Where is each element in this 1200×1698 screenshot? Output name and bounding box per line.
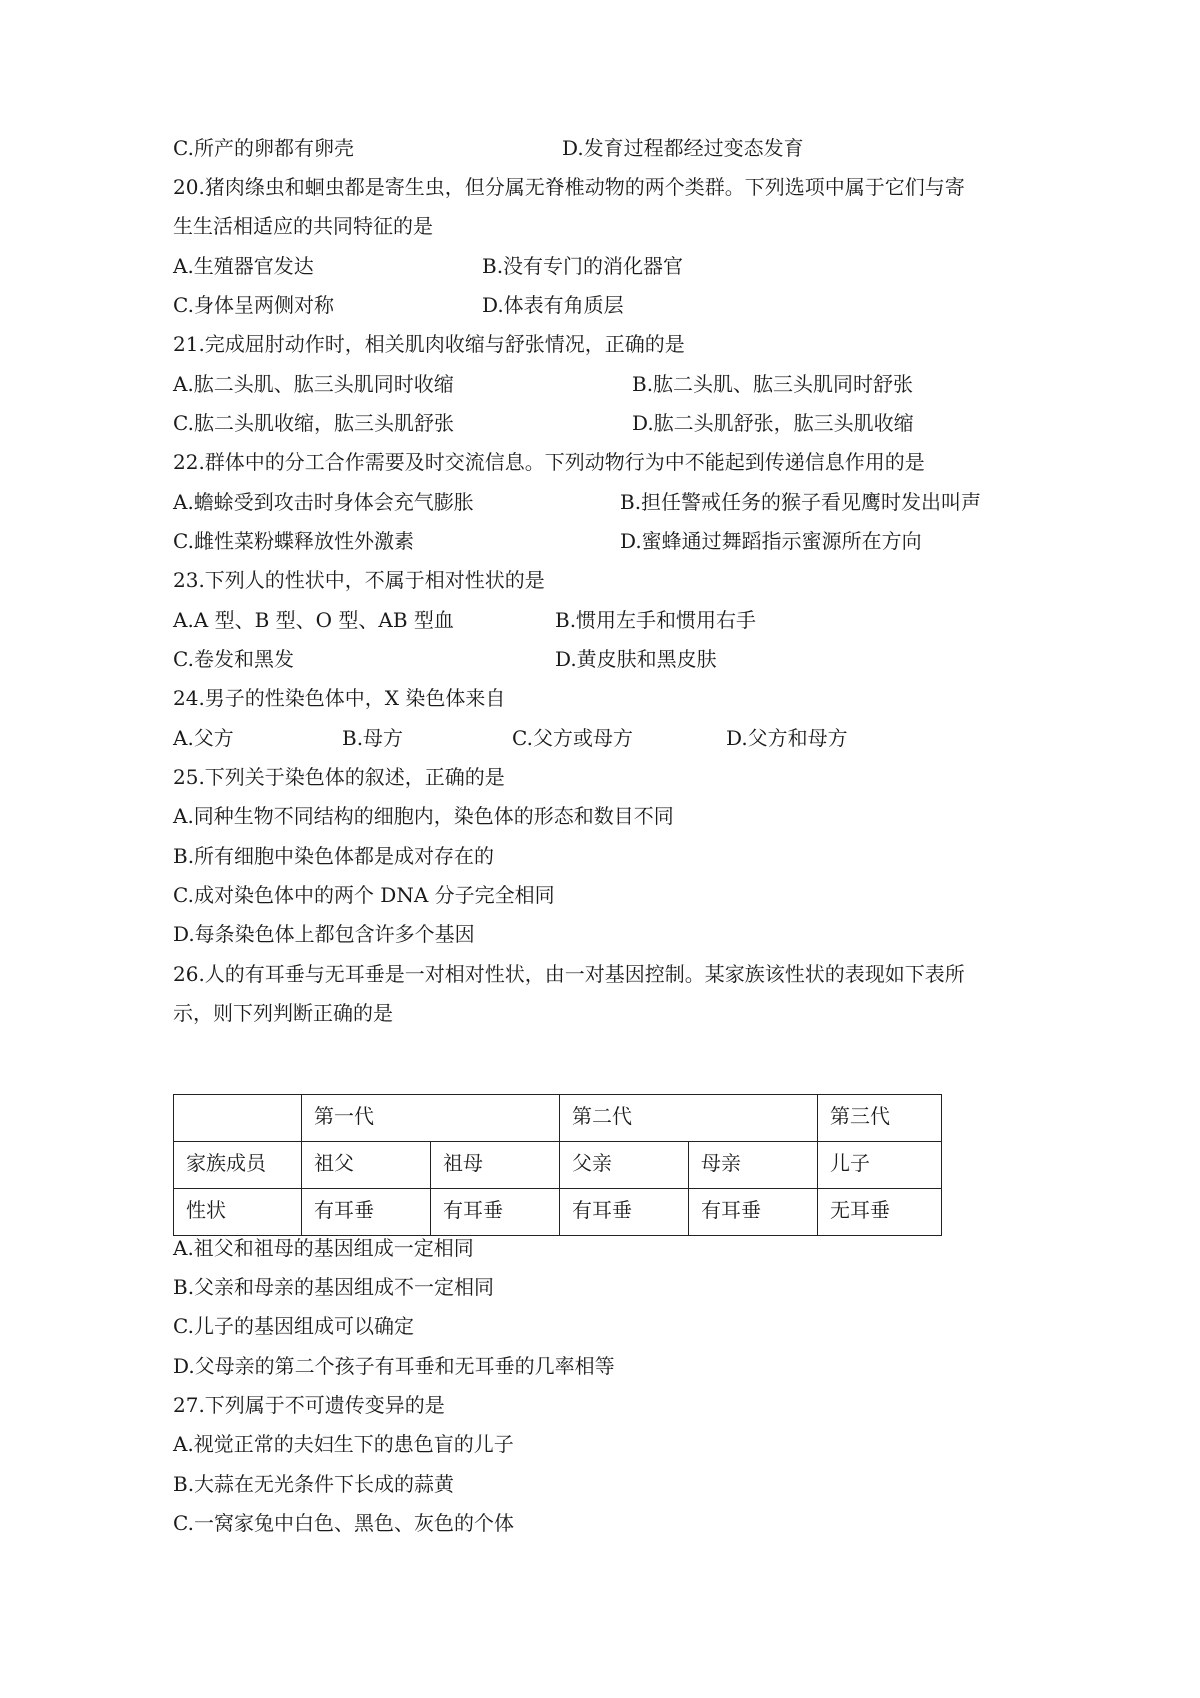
- q26-option-d: D.父母亲的第二个孩子有耳垂和无耳垂的几率相等: [173, 1354, 615, 1378]
- q25-stem: 25.下列关于染色体的叙述，正确的是: [173, 765, 505, 789]
- q22-option-c: C.雌性菜粉蝶释放性外激素: [173, 529, 414, 553]
- table-cell: 儿子: [818, 1142, 942, 1189]
- q20-option-a: A.生殖器官发达: [173, 254, 314, 278]
- q23-option-d: D.黄皮肤和黑皮肤: [555, 647, 717, 671]
- table-cell: 有耳垂: [302, 1189, 431, 1236]
- q21-stem: 21.完成屈肘动作时，相关肌肉收缩与舒张情况，正确的是: [173, 332, 685, 356]
- table-row: [174, 1142, 942, 1189]
- table-header-cell: 第一代: [302, 1095, 560, 1142]
- q24-option-c: C.父方或母方: [512, 726, 633, 750]
- q20-option-d: D.体表有角质层: [482, 293, 624, 317]
- q21-option-b: B.肱二头肌、肱三头肌同时舒张: [632, 372, 914, 396]
- q27-stem: 27.下列属于不可遗传变异的是: [173, 1393, 445, 1417]
- q22-option-a: A.蟾蜍受到攻击时身体会充气膨胀: [173, 490, 474, 514]
- table-cell: 祖父: [302, 1142, 431, 1189]
- q24-option-a: A.父方: [173, 726, 234, 750]
- q21-option-a: A.肱二头肌、肱三头肌同时收缩: [173, 372, 454, 396]
- q25-option-d: D.每条染色体上都包含许多个基因: [173, 922, 475, 946]
- table-cell: 有耳垂: [431, 1189, 560, 1236]
- q26-option-a: A.祖父和祖母的基因组成一定相同: [173, 1236, 474, 1260]
- q23-option-c: C.卷发和黑发: [173, 647, 294, 671]
- q20-stem-line-2: 生生活相适应的共同特征的是: [173, 214, 433, 238]
- q24-option-b: B.母方: [342, 726, 404, 750]
- q21-option-d: D.肱二头肌舒张，肱三头肌收缩: [632, 411, 914, 435]
- table-cell: 有耳垂: [689, 1189, 818, 1236]
- q26-stem-line-2: 示，则下列判断正确的是: [173, 1001, 393, 1025]
- q22-stem: 22.群体中的分工合作需要及时交流信息。下列动物行为中不能起到传递信息作用的是: [173, 450, 925, 474]
- q19-option-c: C.所产的卵都有卵壳: [173, 136, 354, 160]
- q22-option-d: D.蜜蜂通过舞蹈指示蜜源所在方向: [620, 529, 922, 553]
- q25-option-a: A.同种生物不同结构的细胞内，染色体的形态和数目不同: [173, 804, 674, 828]
- q26-option-b: B.父亲和母亲的基因组成不一定相同: [173, 1275, 495, 1299]
- table-header-cell: 第二代: [560, 1095, 818, 1142]
- q27-option-c: C.一窝家兔中白色、黑色、灰色的个体: [173, 1511, 514, 1535]
- q20-stem-line-1: 20.猪肉绦虫和蛔虫都是寄生虫，但分属无脊椎动物的两个类群。下列选项中属于它们与寄: [173, 175, 965, 199]
- q22-option-b: B.担任警戒任务的猴子看见鹰时发出叫声: [620, 490, 982, 514]
- earlobe-trait-table: [173, 1094, 942, 1236]
- q19-option-d: D.发育过程都经过变态发育: [562, 136, 804, 160]
- table-cell: 无耳垂: [818, 1189, 942, 1236]
- q20-option-c: C.身体呈两侧对称: [173, 293, 334, 317]
- q24-option-d: D.父方和母方: [726, 726, 848, 750]
- table-header-cell: 第三代: [818, 1095, 942, 1142]
- q24-stem: 24.男子的性染色体中，X 染色体来自: [173, 686, 506, 710]
- table-cell: 有耳垂: [560, 1189, 689, 1236]
- q23-option-a: A.A 型、B 型、O 型、AB 型血: [173, 608, 454, 632]
- q27-option-b: B.大蒜在无光条件下长成的蒜黄: [173, 1472, 455, 1496]
- q25-option-c: C.成对染色体中的两个 DNA 分子完全相同: [173, 883, 555, 907]
- q26-option-c: C.儿子的基因组成可以确定: [173, 1314, 414, 1338]
- table-cell: 父亲: [560, 1142, 689, 1189]
- table-cell: 性状: [174, 1189, 302, 1236]
- q23-stem: 23.下列人的性状中，不属于相对性状的是: [173, 568, 545, 592]
- table-header-cell: [174, 1095, 302, 1142]
- table-cell: 家族成员: [174, 1142, 302, 1189]
- table-row: [174, 1095, 942, 1142]
- q21-option-c: C.肱二头肌收缩，肱三头肌舒张: [173, 411, 454, 435]
- q23-option-b: B.惯用左手和惯用右手: [555, 608, 757, 632]
- q25-option-b: B.所有细胞中染色体都是成对存在的: [173, 844, 495, 868]
- table-cell: 母亲: [689, 1142, 818, 1189]
- q20-option-b: B.没有专门的消化器官: [482, 254, 684, 278]
- q27-option-a: A.视觉正常的夫妇生下的患色盲的儿子: [173, 1432, 514, 1456]
- table-cell: 祖母: [431, 1142, 560, 1189]
- q26-stem-line-1: 26.人的有耳垂与无耳垂是一对相对性状，由一对基因控制。某家族该性状的表现如下表所: [173, 962, 965, 986]
- table-row: [174, 1189, 942, 1236]
